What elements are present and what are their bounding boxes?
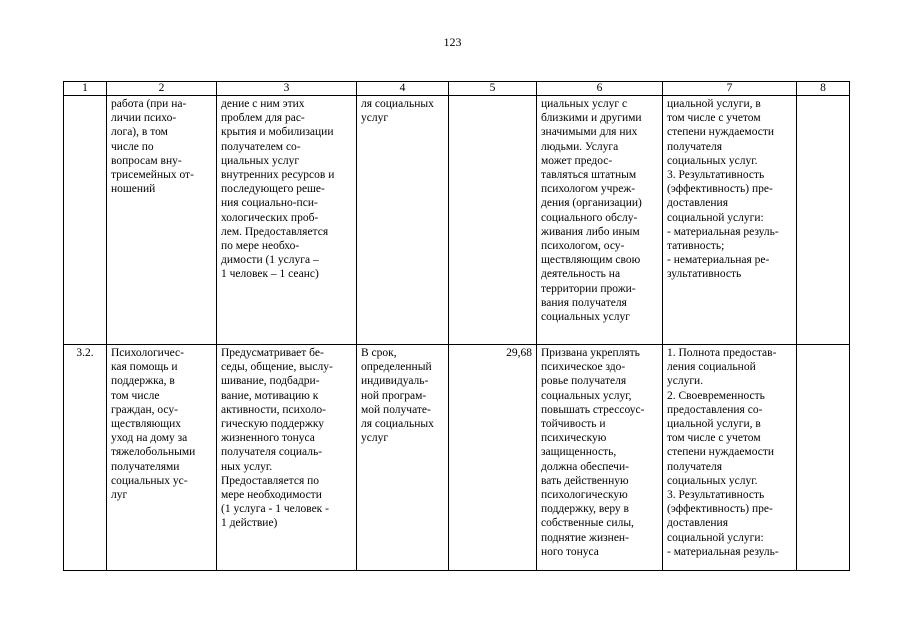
column-number-cell: 1 xyxy=(64,82,107,96)
service-description-cell: Предусматривает бе- седы, общение, выслу- шивание, подбадри- вание, мотивацию к активности, психоло- гическую поддержку жизненного тонуса получателя социаль- ных услуг. Предоставляется по мере необходимости (1 услуга - 1 человек - 1 действие) xyxy=(217,345,357,571)
services-table xyxy=(63,81,850,571)
service-term-cell: ля социальных услуг xyxy=(357,96,449,345)
column-number-cell: 7 xyxy=(663,82,797,96)
service-conditions-cell: циальных услуг с близкими и другими значимыми для них людьми. Услуга может предос- тавляться штатным психологом учреж- дения (организации) социального обслу- живания либо иным психологом, осу- ществляющим свою деятельность на территории прожи- вания получателя социальных услуг xyxy=(537,96,663,345)
quality-indicators-cell: 1. Полнота предостав- ления социальной услуги. 2. Своевременность предоставления со- циальной услуги, в том числе с учетом степени нуждаемости получателя социальных услуг. 3. Результативность (эффективность) пре- доставления социальной услуги: - материальная резуль- xyxy=(663,345,797,571)
service-name-cell: Психологичес- кая помощь и поддержка, в том числе граждан, осу- ществляющих уход на дому за тяжелобольными получателями социальных ус- луг xyxy=(107,345,217,571)
notes-cell xyxy=(797,96,850,345)
page-number: 123 xyxy=(443,35,462,49)
tariff-cell: 29,68 xyxy=(449,345,537,571)
column-number-row xyxy=(64,82,850,96)
service-name-cell: работа (при на- личии психо- лога), в том числе по вопросам вну- трисемейных от- ношений xyxy=(107,96,217,345)
column-number-cell: 6 xyxy=(537,82,663,96)
column-number-cell: 5 xyxy=(449,82,537,96)
service-conditions-cell: Призвана укреплять психическое здо- ровье получателя социальных услуг, повышать стрессоус- тойчивость и психическую защищенность, должна обеспечи- вать действенную психологическую поддержку, веру в собственные силы, поднятие жизнен- ного тонуса xyxy=(537,345,663,571)
column-number-cell: 4 xyxy=(357,82,449,96)
column-number-cell: 8 xyxy=(797,82,850,96)
column-number-cell: 2 xyxy=(107,82,217,96)
item-number-cell xyxy=(64,96,107,345)
quality-indicators-cell: циальной услуги, в том числе с учетом степени нуждаемости получателя социальных услуг. 3. Результативность (эффективность) пре- доставления социальной услуги: - материальная резуль- тативность; - нематериальная ре- зультативность xyxy=(663,96,797,345)
notes-cell xyxy=(797,345,850,571)
table-row xyxy=(64,96,850,345)
service-description-cell: дение с ним этих проблем для рас- крытия и мобилизации получателем со- циальных услуг внутренних ресурсов и последующего реше- ния социально-пси- хологических проб- лем. Предоставляется по мере необхо- димости (1 услуга – 1 человек – 1 сеанс) xyxy=(217,96,357,345)
service-term-cell: В срок, определенный индивидуаль- ной програм- мой получате- ля социальных услуг xyxy=(357,345,449,571)
column-number-cell: 3 xyxy=(217,82,357,96)
item-number-cell: 3.2. xyxy=(64,345,107,571)
tariff-cell xyxy=(449,96,537,345)
table-row xyxy=(64,345,850,571)
